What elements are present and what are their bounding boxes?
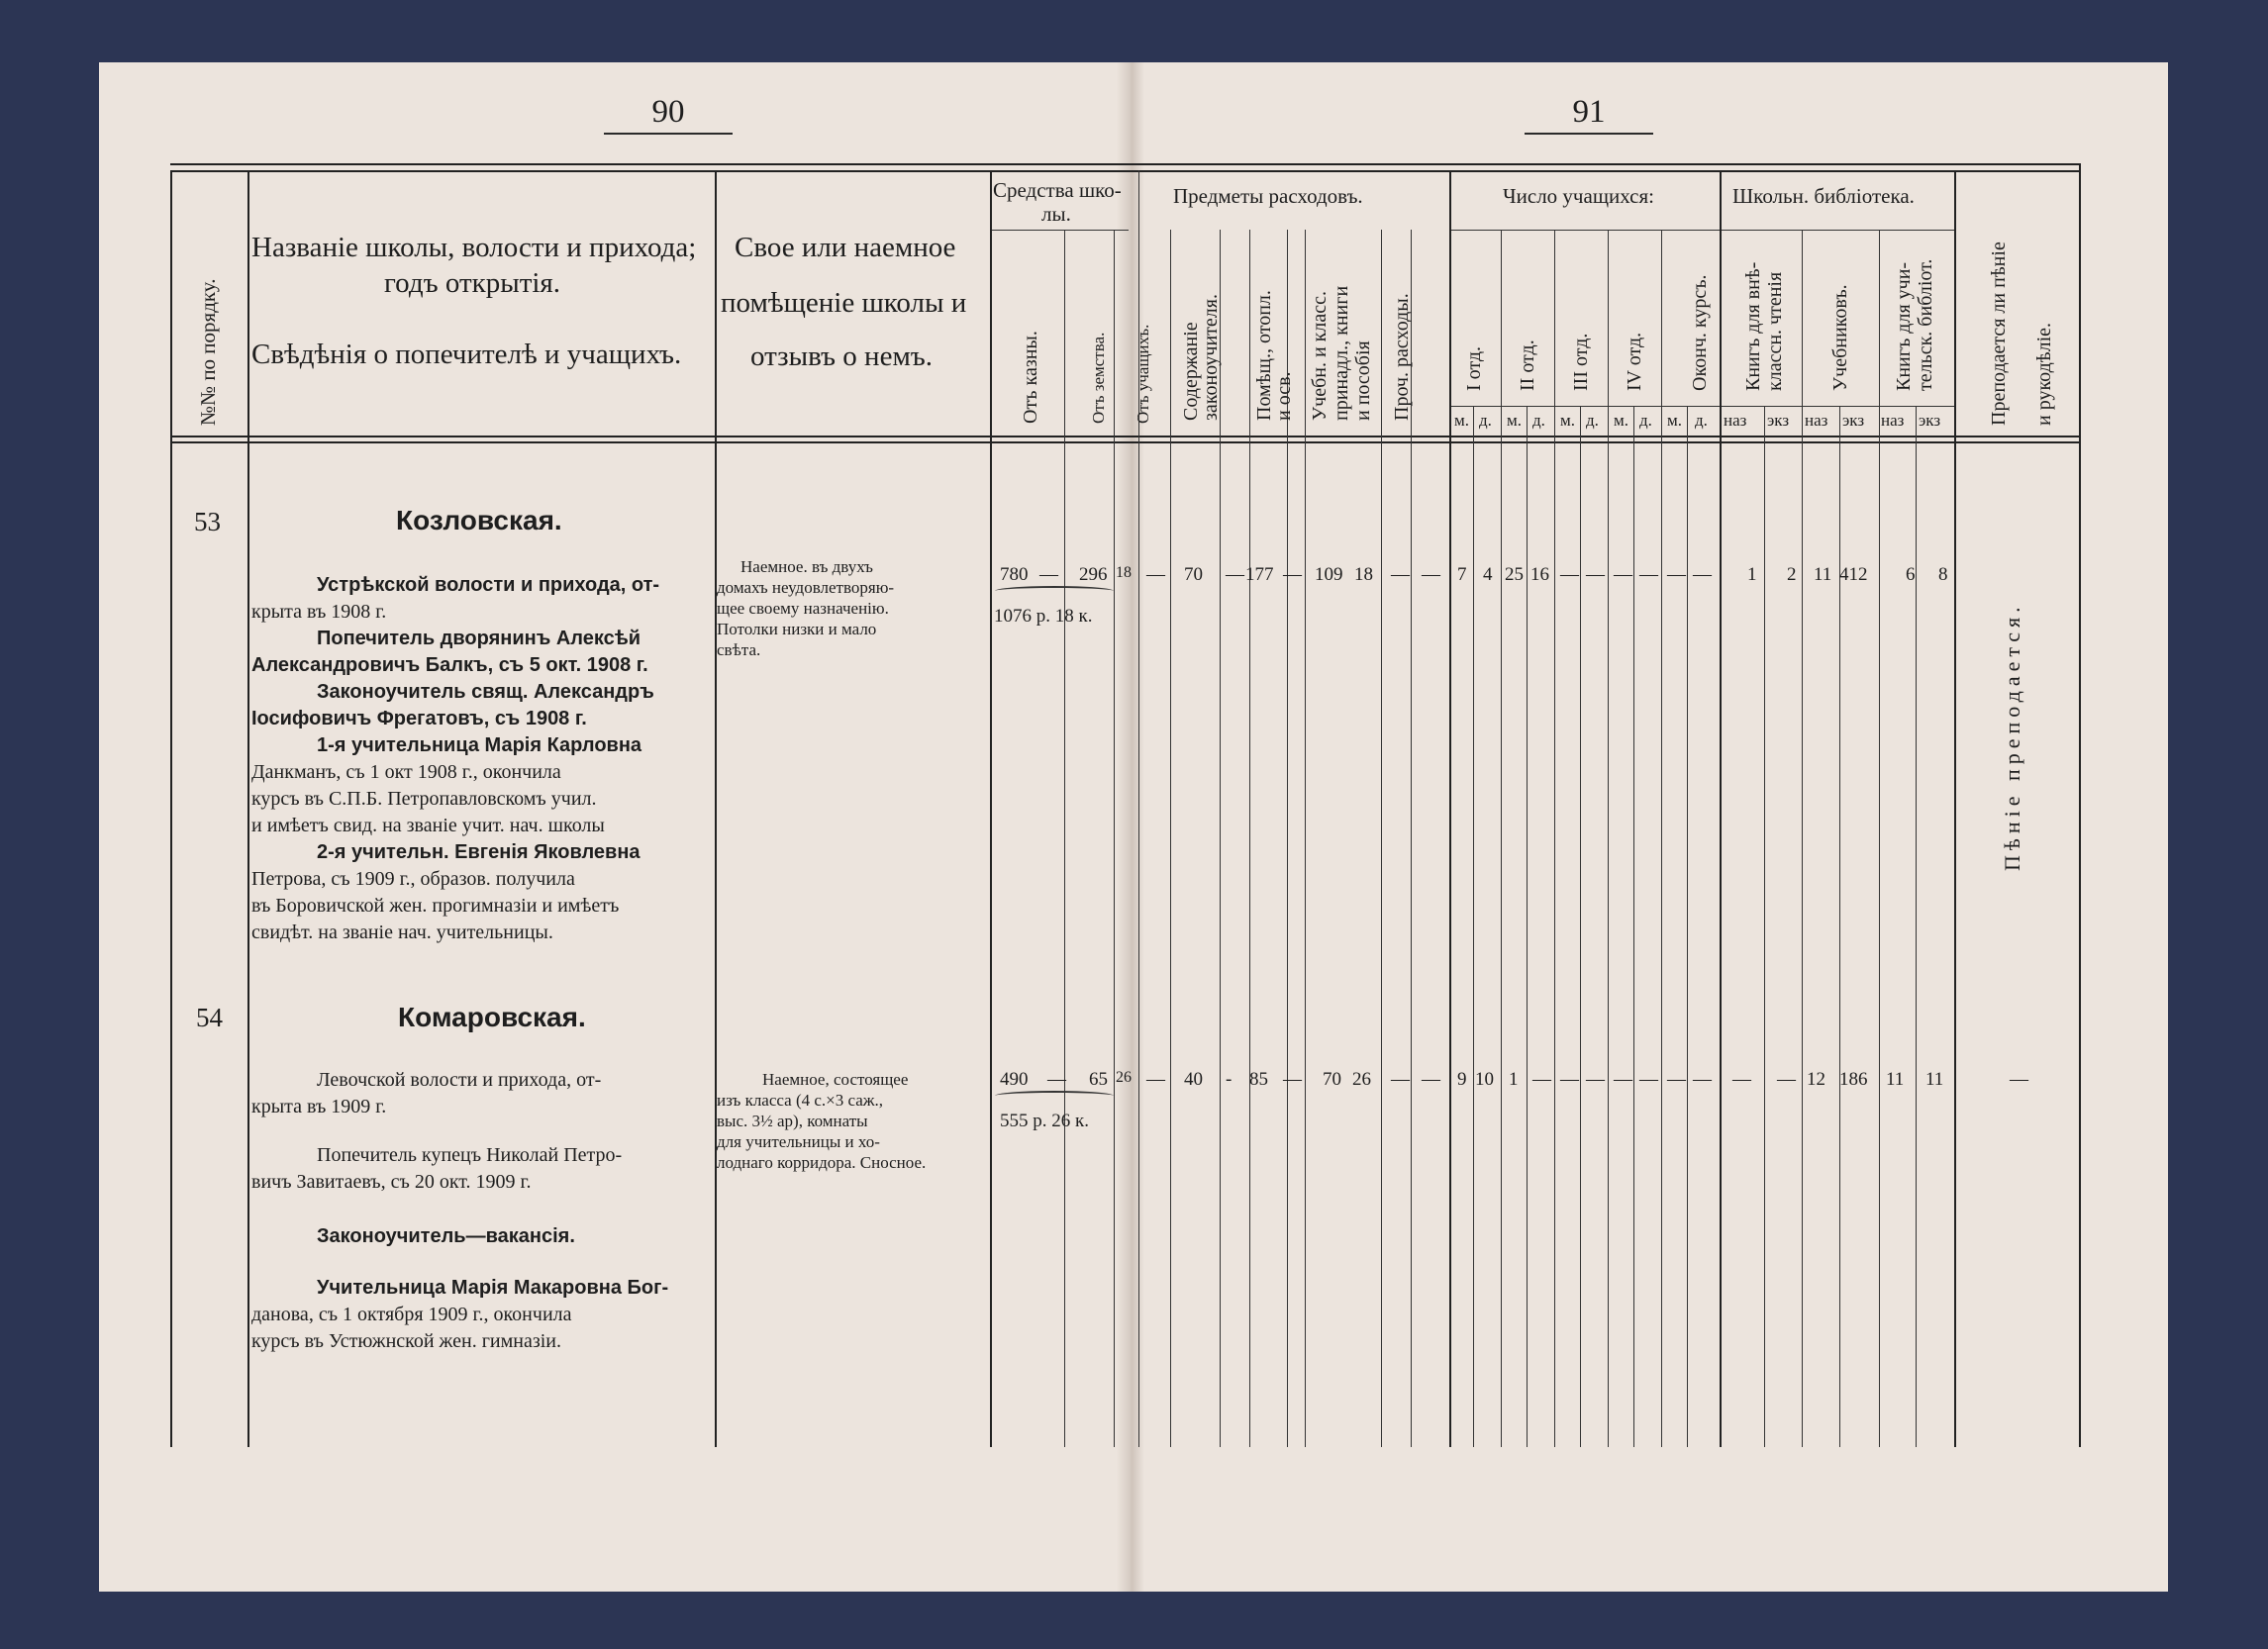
premises-line: Наемное. въ двухъ [740,557,873,576]
lib-value: 1 [1747,564,1757,585]
header-exp-premises-2: и осв. [1273,371,1295,421]
header-exp-teacher-1: Содержаніе [1180,322,1202,421]
singing-value: Пѣніе преподается. [2000,602,2024,871]
entry-line: Законоучитель—вакансія. [317,1225,575,1247]
lib-value: 186 [1839,1069,1868,1090]
exp-value: — [1391,1069,1410,1090]
exp-value: — [1146,564,1165,585]
header-premises-1: Свое или наемное [735,232,956,263]
entry-line: курсъ въ С.П.Б. Петропавловскомъ учил. [251,788,597,810]
grade-value: 1 [1509,1069,1519,1090]
singing-value: — [2010,1069,2028,1090]
entry-line: Данкманъ, съ 1 окт 1908 г., окончила [251,761,561,783]
page-number-left: 90 [651,94,685,130]
funds-dash: — [1047,1069,1066,1090]
lib-value: 2 [1787,564,1797,585]
exp-value: — [1422,564,1440,585]
funds-treasury: 490 [1000,1069,1029,1090]
grade-value: — [1614,1069,1632,1090]
funds-brace [995,1091,1114,1101]
exp-value: 26 [1352,1069,1371,1090]
grade-value: 10 [1475,1069,1494,1090]
funds-students: 18 [1116,564,1132,581]
grade-value: 25 [1505,564,1524,585]
lib-value: 412 [1839,564,1868,585]
lib-value: 11 [1925,1069,1944,1090]
page-number-right: 91 [1572,94,1606,130]
entry-line: крыта въ 1909 г. [251,1096,387,1117]
header-funds-students: Отъ учащихъ. [1134,324,1152,424]
header-lib-reading-1: Книгъ для внѣ- [1742,261,1764,391]
entry-line: Устрѣкской волости и прихода, от- [317,574,660,596]
header-sex-7: м. [1614,411,1629,430]
entry-line: курсъ въ Устюжнской жен. гимназіи. [251,1330,561,1352]
header-sex-1: м. [1454,411,1470,430]
header-exp-other: Проч. расходы. [1391,293,1413,421]
grade-value: — [1693,1069,1712,1090]
exp-value: 18 [1354,564,1373,585]
header-sex-9: м. [1667,411,1683,430]
page-number-rule-left [604,133,733,135]
funds-treasury: 780 [1000,564,1029,585]
funds-total: 1076 р. 18 к. [994,606,1093,627]
entry-line: данова, съ 1 октября 1909 г., окончила [251,1304,572,1325]
entry-line: и имѣетъ свид. на званіе учит. нач. школы [251,815,605,836]
header-students: Число учащихся: [1503,184,1654,208]
entry-line: крыта въ 1908 г. [251,601,387,623]
exp-value: — [1391,564,1410,585]
page-number-rule-right [1525,133,1653,135]
lib-value: 6 [1906,564,1916,585]
exp-value: 85 [1249,1069,1268,1090]
exp-value: — [1226,564,1244,585]
header-lib-sub-6: экз [1919,411,1941,430]
exp-value: 70 [1323,1069,1341,1090]
grade-value: — [1614,564,1632,585]
exp-value: 70 [1184,564,1203,585]
header-lib-sub-3: наз [1805,411,1828,430]
funds-zemstvo: 296 [1079,564,1108,585]
grade-value: 9 [1457,1069,1467,1090]
grade-value: — [1560,1069,1579,1090]
grade-value: — [1693,564,1712,585]
funds-students: 26 [1116,1069,1132,1086]
school-name: Комаровская. [398,1002,586,1032]
header-lib-sub-4: экз [1842,411,1865,430]
exp-value: 40 [1184,1069,1203,1090]
entry-line: Законоучитель свящ. Александръ [317,681,654,703]
premises-line: для учительницы и хо- [717,1132,880,1151]
row-number: 54 [196,1003,223,1032]
lib-value: 11 [1814,564,1832,585]
entry-line: свидѣт. на званіе нач. учительницы. [251,922,553,943]
exp-value: 109 [1315,564,1343,585]
entry-line: Петрова, съ 1909 г., образов. получила [251,868,575,890]
premises-line: домахъ неудовлетворяю- [717,578,895,597]
header-exp-supplies-1: Учебн. и класс. [1309,290,1331,421]
entry-line: Учительница Марія Макаровна Бог- [317,1277,669,1299]
book-gutter [1117,62,1144,1592]
funds-brace [995,586,1114,596]
header-grade-5: Оконч. курсъ. [1689,274,1711,391]
header-col-name-3: Свѣдѣнія о попечителѣ и учащихъ. [251,339,682,370]
header-lib-sub-5: наз [1881,411,1905,430]
exp-value: 177 [1245,564,1274,585]
grade-value: — [1586,1069,1605,1090]
header-exp-supplies-3: и пособія [1352,340,1374,421]
header-singing-2: и рукодѣліе. [2033,322,2055,426]
grade-value: 7 [1457,564,1467,585]
header-lib-teachers-1: Книгъ для учи- [1893,261,1915,391]
grade-value: — [1560,564,1579,585]
grade-value: — [1667,1069,1686,1090]
exp-value: — [1422,1069,1440,1090]
header-grade-1: I отд. [1463,345,1485,391]
header-funds-treasury: Отъ казны. [1020,331,1041,424]
lib-value: — [1732,1069,1751,1090]
exp-value: — [1146,1069,1165,1090]
funds-total: 555 р. 26 к. [1000,1111,1089,1131]
header-expenses: Предметы расходовъ. [1173,184,1363,208]
header-sex-5: м. [1560,411,1576,430]
premises-line: Наемное, состоящее [762,1070,909,1089]
header-col-name-1: Названіе школы, волости и прихода; [251,232,697,263]
lib-value: — [1777,1069,1796,1090]
entry-line: Попечитель купецъ Николай Петро- [317,1144,623,1166]
header-library: Школьн. библіотека. [1732,184,1915,208]
header-sex-8: д. [1639,411,1652,430]
premises-line: свѣта. [717,640,761,659]
entry-line: Іосифовичъ Фрегатовъ, съ 1908 г. [251,708,587,729]
funds-dash: — [1039,564,1058,585]
lib-value: 8 [1938,564,1948,585]
premises-line: изъ класса (4 с.×3 саж., [717,1091,884,1110]
header-col-name-2: годъ открытія. [384,267,561,299]
header-exp-supplies-2: принадл., книги [1331,285,1352,421]
row-number: 53 [194,507,221,536]
header-premises-3: отзывъ о немъ. [750,340,934,372]
premises-line: Потолки низки и мало [717,620,877,638]
header-sex-2: д. [1479,411,1492,430]
header-singing-1: Преподается ли пѣніе [1988,242,2010,426]
entry-line: Левочской волости и прихода, от- [317,1069,602,1091]
grade-value: 16 [1530,564,1549,585]
header-exp-teacher-2: законоучителя. [1200,294,1222,421]
header-funds-2: лы. [1041,202,1071,226]
lib-value: 12 [1807,1069,1825,1090]
lib-value: 11 [1886,1069,1905,1090]
entry-line: Александровичъ Балкъ, съ 5 окт. 1908 г. [251,654,648,676]
header-sex-4: д. [1532,411,1545,430]
header-sex-6: д. [1586,411,1599,430]
premises-line: выс. 3½ ар), комнаты [717,1112,868,1130]
header-lib-sub-2: экз [1767,411,1790,430]
entry-line: въ Боровичской жен. прогимназіи и имѣетъ [251,895,620,917]
entry-line: Попечитель дворянинъ Алексѣй [317,628,641,649]
header-lib-sub-1: наз [1724,411,1747,430]
premises-line: щее своему назначенію. [717,599,889,618]
header-sex-10: д. [1695,411,1708,430]
grade-value: — [1639,1069,1658,1090]
header-lib-teachers-2: тельск. библіот. [1915,258,1936,391]
header-premises-2: помѣщеніе школы и [721,287,967,319]
exp-value: — [1283,564,1302,585]
exp-value: - [1226,1069,1233,1090]
grade-value: — [1532,1069,1551,1090]
header-lib-textbooks: Учебниковъ. [1829,284,1851,391]
exp-value: — [1283,1069,1302,1090]
grade-value: 4 [1483,564,1493,585]
grade-value: — [1639,564,1658,585]
funds-zemstvo: 65 [1089,1069,1108,1090]
header-grade-2: II отд. [1517,340,1538,391]
header-lib-reading-2: классн. чтенія [1764,271,1786,391]
header-funds-zemstvo: Отъ земства. [1089,332,1108,424]
entry-line: вичъ Завитаевъ, съ 20 окт. 1909 г. [251,1171,532,1193]
header-funds-1: Средства шко- [993,178,1122,202]
entry-line: 2-я учительн. Евгенія Яковлевна [317,841,641,863]
header-col-no: №№ по порядку. [196,278,220,426]
grade-value: — [1667,564,1686,585]
entry-line: 1-я учительница Марія Карловна [317,734,642,756]
premises-line: лоднаго корридора. Сносное. [717,1153,927,1172]
header-grade-3: III отд. [1570,333,1592,391]
header-exp-premises-1: Помѣщ., отопл. [1253,290,1275,421]
header-sex-3: м. [1507,411,1523,430]
header-grade-4: IV отд. [1624,332,1645,391]
grade-value: — [1586,564,1605,585]
school-name: Козловская. [396,505,562,535]
